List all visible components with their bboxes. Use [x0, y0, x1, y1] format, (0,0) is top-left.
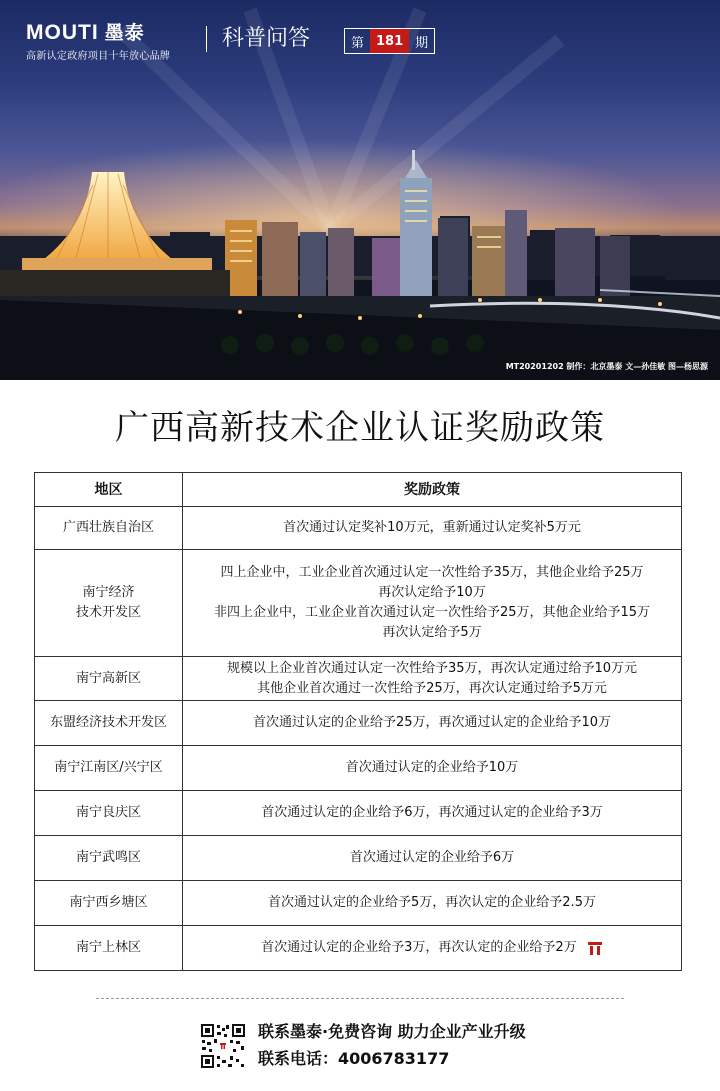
- policy-line: 规模以上企业首次通过认定一次性给予35万，再次认定通过给予10万元: [226, 660, 638, 676]
- image-credit: MT20201202 制作：北京墨泰 文—孙佳敏 图—杨思源: [505, 362, 708, 371]
- policy-cell: 首次通过认定奖补10万元，重新通过认定奖补5万元: [183, 507, 682, 550]
- region-cell: 南宁良庆区: [35, 791, 183, 836]
- region-cell: 南宁武鸣区: [35, 836, 183, 881]
- policy-cell: 首次通过认定的企业给予5万，再次认定的企业给予2.5万: [183, 881, 682, 926]
- issue-badge: [344, 28, 435, 54]
- region-cell: 东盟经济技术开发区: [35, 701, 183, 746]
- header-region: 地区: [35, 473, 183, 507]
- policy-line: 非四上企业中，工业企业首次通过认定一次性给予25万，其他企业给予15万: [213, 605, 651, 620]
- issue-number: 181: [370, 29, 409, 53]
- region-cell: 南宁高新区: [35, 657, 183, 701]
- policy-table: [34, 472, 682, 971]
- region-cell: 南宁上林区: [35, 926, 183, 971]
- contact-slogan: 联系墨泰·免费咨询 助力企业产业升级: [258, 1022, 526, 1041]
- policy-cell: [183, 550, 682, 657]
- table-row: [35, 881, 682, 926]
- policy-cell: [183, 657, 682, 701]
- brand-mark-icon: [587, 940, 603, 956]
- table-row: [35, 507, 682, 550]
- table-row: [35, 836, 682, 881]
- brand-logo: [26, 22, 170, 44]
- region-cell: [35, 550, 183, 657]
- table-header-row: [35, 473, 682, 507]
- table-row: [35, 791, 682, 836]
- brand-slogan: 高新认定政府项目十年放心品牌: [26, 51, 171, 62]
- column-name: 科普问答: [222, 26, 311, 51]
- table-row: [35, 550, 682, 657]
- region-line: 南宁经济: [82, 585, 135, 600]
- policy-cell: 首次通过认定的企业给予10万: [183, 746, 682, 791]
- header-policy: 奖励政策: [183, 473, 682, 507]
- brand-block: [26, 22, 170, 62]
- issue-suffix: 期: [415, 35, 429, 51]
- region-cell: 南宁江南区/兴宁区: [35, 746, 183, 791]
- region-cell: 南宁西乡塘区: [35, 881, 183, 926]
- page-title: 广西高新技术企业认证奖励政策: [115, 408, 605, 448]
- hero-banner: [0, 0, 720, 380]
- region-cell: 广西壮族自治区: [35, 507, 183, 550]
- table-row: [35, 701, 682, 746]
- header-divider: [206, 26, 207, 52]
- policy-cell: 首次通过认定的企业给予6万，再次通过认定的企业给予3万: [183, 791, 682, 836]
- policy-line: 再次认定给予5万: [382, 625, 482, 640]
- brand-name-cn: 墨泰: [104, 22, 145, 44]
- table-row: [35, 746, 682, 791]
- policy-line: 其他企业首次通过一次性给予25万，再次认定通过给予5万元: [257, 680, 607, 696]
- footer-divider: [96, 998, 624, 999]
- policy-text: 首次通过认定的企业给予3万，再次认定的企业给予2万: [261, 940, 577, 955]
- table-row: [35, 926, 682, 971]
- qr-code-icon: [200, 1023, 246, 1069]
- policy-cell: [183, 926, 682, 971]
- region-line: 技术开发区: [75, 605, 141, 620]
- contact-phone[interactable]: 联系电话：4006783177: [258, 1049, 450, 1068]
- policy-cell: 首次通过认定的企业给予25万，再次通过认定的企业给予10万: [183, 701, 682, 746]
- policy-line: 再次认定给予10万: [378, 585, 486, 600]
- brand-name-en: MOUTI: [26, 21, 99, 44]
- policy-cell: 首次通过认定的企业给予6万: [183, 836, 682, 881]
- policy-line: 四上企业中，工业企业首次通过认定一次性给予35万，其他企业给予25万: [220, 565, 644, 580]
- issue-prefix: 第: [351, 35, 365, 51]
- table-row: [35, 657, 682, 701]
